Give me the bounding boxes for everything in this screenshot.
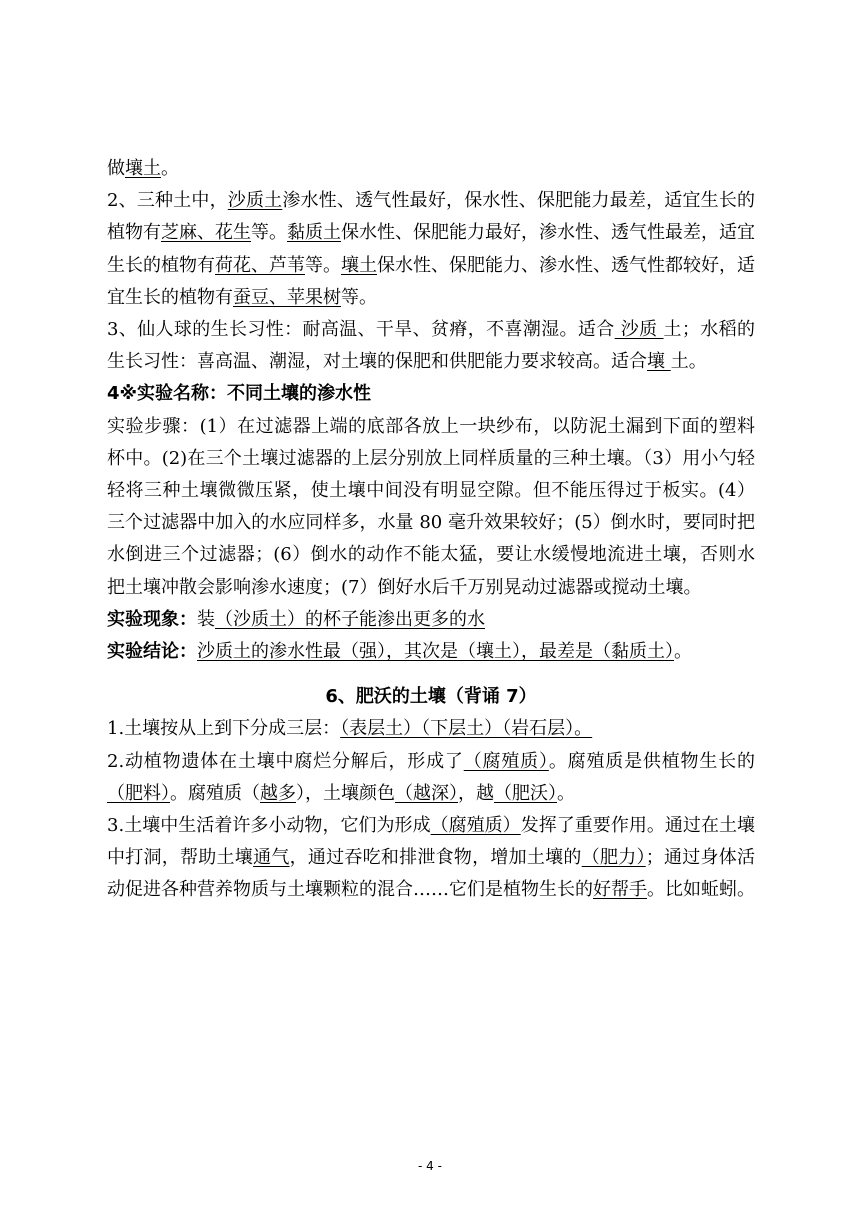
underlined-answer: 壤	[647, 351, 671, 373]
text: 保水性、保肥能力、渗水性、透气性都较好，适宜生长的植物有	[107, 254, 755, 308]
text: 。腐殖质是供植物生长的	[548, 750, 755, 772]
underlined-answer: 越多	[260, 782, 296, 804]
label: 实验结论：	[107, 641, 197, 663]
experiment-conclusion	[107, 636, 755, 668]
label: 实验现象：	[107, 608, 197, 630]
text: ，通过吞吃和排泄食物，增加土壤的	[289, 847, 582, 869]
paragraph-6-3	[107, 810, 755, 907]
paragraph-6-2	[107, 746, 755, 810]
text: 等。	[305, 254, 341, 276]
text: 。腐殖质（	[170, 782, 260, 804]
underlined-answer: 通气	[253, 847, 290, 869]
underlined-answer: （沙质土）的杯子能渗出更多的水	[215, 608, 485, 630]
text: 发挥了重要作用。通过在土壤中打洞，帮助土壤	[107, 815, 755, 869]
text: 等。	[251, 222, 287, 244]
paragraph-6-1	[107, 713, 755, 745]
page-number: - 4 -	[418, 1159, 442, 1173]
text: 土；水稻的生长习性：喜高温、潮湿，对土壤的保肥和供肥能力要求较高。适合	[107, 319, 756, 373]
text: 1.土壤按从上到下分成三层：	[107, 718, 341, 740]
page-content	[107, 153, 755, 907]
text: 。	[557, 782, 575, 804]
text: 保水性、保肥能力最好，渗水性、透气性最差，适宜生长的植物有	[107, 222, 755, 276]
underlined-answer: （腐殖质）	[430, 815, 521, 837]
underlined-answer: 沙质土的渗水性最（强），其次是（壤土），最差是（黏质土）	[197, 641, 674, 663]
underlined-answer: （肥力）	[581, 847, 646, 869]
paragraph-line1	[107, 153, 755, 185]
text: 2.动植物遗体在土壤中腐烂分解后，形成了	[107, 750, 464, 772]
text: 装	[197, 608, 215, 630]
text: 渗水性、透气性最好，保水性、保肥能力最差，适宜生长的植物有	[107, 190, 756, 244]
underlined-answer: 好帮手	[593, 879, 647, 901]
text: 3、仙人球的生长习性：耐高温、干旱、贫瘠，不喜潮湿。适合	[107, 319, 615, 341]
text: ，越	[458, 782, 494, 804]
text: 3.土壤中生活着许多小动物，它们为形成	[107, 815, 431, 837]
experiment-steps: 实验步骤：(1）在过滤器上端的底部各放上一块纱布，以防泥土漏到下面的塑料杯中。(2)在三个土壤过滤器的上层分别放上同样质量的三种土壤。（3）用小勺轻轻将三种土壤微微压紧，使土壤中间没有明显空隙。但不能压得过于板实。(4）三个过滤器中加入的水应同样多，水量 80 毫升效果较好；(5）倒水时，要同时把水倒进三个过滤器；(6）倒水的动作不能太猛，要让水缓慢地流进土壤，否则水把土壤冲散会影响渗水速度；(7）倒好水后千万别晃动过滤器或搅动土壤。	[107, 415, 755, 598]
underlined-answer: 芝麻、花生	[161, 222, 251, 244]
paragraph-item-3	[107, 314, 755, 378]
underlined-answer: 沙质土	[227, 190, 283, 212]
text: 等。	[341, 286, 377, 308]
text: ；通过身体活动促进各种营养物质与土壤颗粒的混合……它们是植物生长的	[107, 847, 756, 901]
experiment-phenomenon	[107, 604, 755, 636]
underlined-answer: 壤土	[341, 254, 377, 276]
text: 。	[161, 158, 179, 179]
text: 。比如蚯蚓。	[647, 879, 755, 901]
underlined-answer: （越深）	[395, 782, 458, 804]
text: ），土壤颜色	[296, 782, 395, 804]
text: 土。	[670, 351, 707, 373]
underlined-answer: 荷花、芦苇	[215, 254, 305, 276]
underlined-answer: （腐殖质）	[463, 750, 549, 772]
section-title: 6、肥沃的土壤（背诵 7）	[325, 686, 537, 708]
underlined-answer: （肥沃）	[494, 782, 557, 804]
underlined-answer: （表层土）（下层土）（岩石层）。	[340, 718, 593, 740]
paragraph-item-2	[107, 185, 755, 314]
text: 。	[674, 641, 692, 663]
underlined-answer: 黏质土	[287, 222, 341, 244]
text: 2、三种土中，	[107, 190, 228, 212]
experiment-title: 4※实验名称：不同土壤的渗水性	[107, 383, 372, 405]
underlined-answer: 沙质	[614, 319, 664, 341]
underlined-answer: （肥料）	[107, 782, 170, 804]
text: 做	[107, 158, 125, 179]
underlined-answer: 壤土	[125, 158, 161, 179]
underlined-answer: 蚕豆、苹果树	[233, 286, 341, 308]
